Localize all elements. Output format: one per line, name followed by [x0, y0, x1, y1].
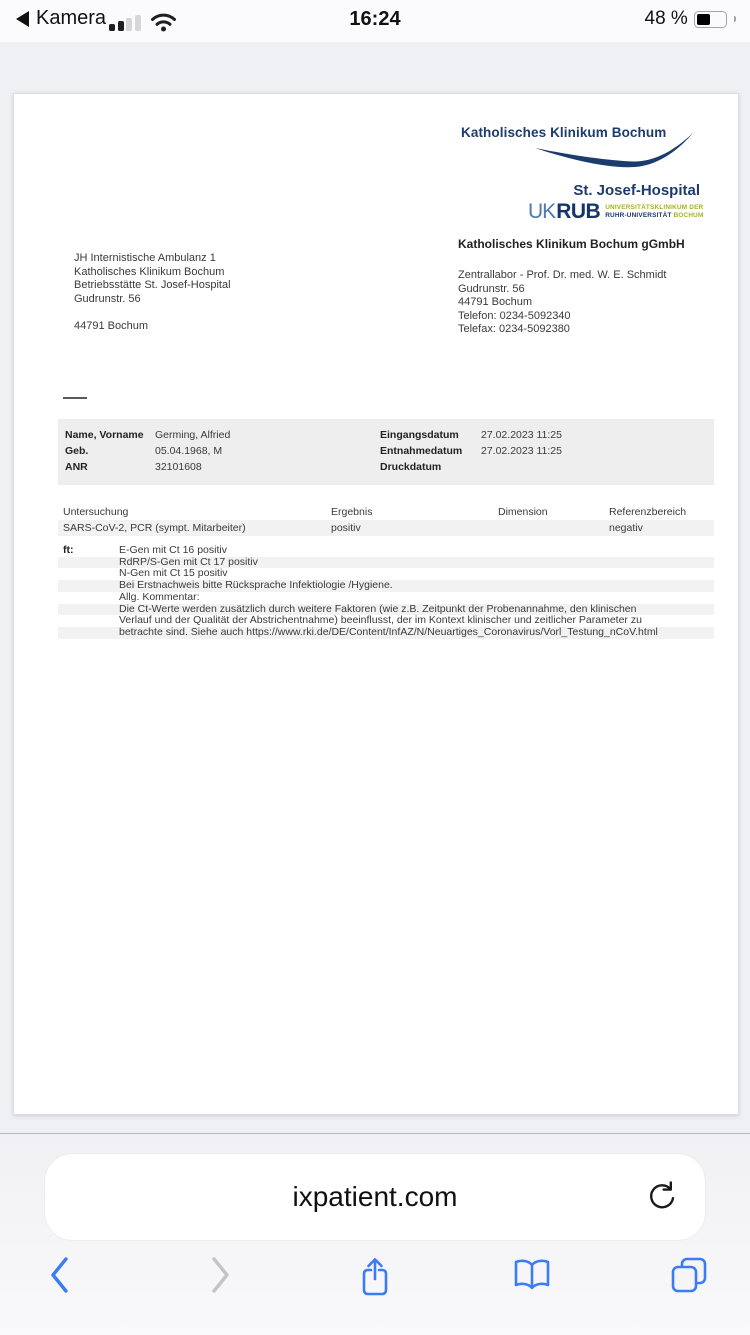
share-icon[interactable] [355, 1256, 395, 1298]
forward-icon[interactable] [209, 1256, 231, 1294]
sender-address-block [74, 252, 231, 333]
ukrub-rub-text: RUB [556, 200, 601, 223]
pdf-document-page[interactable] [13, 93, 739, 1115]
ukrub-uk-text: UK [528, 200, 556, 223]
patient-row [58, 459, 714, 475]
col-header-untersuchung: Untersuchung [63, 506, 129, 518]
ukrub-logo [528, 200, 704, 224]
bookmarks-icon[interactable] [512, 1256, 552, 1294]
clinic-logo-title: Katholisches Klinikum Bochum [461, 125, 667, 140]
patient-label: Druckdatum [380, 461, 442, 473]
comment-line: ft: E-Gen mit Ct 16 positiv [63, 544, 227, 556]
battery-nub [734, 16, 736, 22]
patient-label: Eingangsdatum [380, 429, 459, 441]
result-row [14, 520, 738, 536]
patient-label: Entnahmedatum [380, 445, 463, 457]
patient-row [58, 443, 714, 459]
battery-indicator [645, 8, 737, 30]
patient-label: Name, Vorname [65, 429, 144, 441]
lab-contact-line: Telefax: 0234-5092380 [458, 323, 570, 335]
url-text: ixpatient.com [292, 1181, 458, 1212]
lab-contact-line: Telefon: 0234-5092340 [458, 309, 571, 322]
comment-line: N-Gen mit Ct 15 positiv [119, 567, 228, 580]
sender-line: Betriebsstätte St. Josef-Hospital [74, 279, 231, 291]
uni-line2: RUHR-UNIVERSITÄT BOCHUM [605, 212, 704, 219]
comment-line: Verlauf und der Qualität der Abstrichentnahme) beeinflusst, der im Kontext klinischer und zeitlicher Parameter zu [119, 614, 642, 627]
status-time: 16:24 [349, 8, 401, 30]
tabs-icon[interactable] [670, 1256, 708, 1294]
status-bar [0, 0, 750, 42]
patient-label: Geb. [65, 445, 89, 457]
comment-line: Allg. Kommentar: [119, 590, 200, 603]
col-header-ergebnis: Ergebnis [331, 506, 373, 518]
reload-icon[interactable] [645, 1180, 679, 1214]
logo-swoosh-icon [535, 133, 695, 169]
sender-city: 44791 Bochum [74, 319, 148, 332]
patient-value: 32101608 [155, 461, 202, 473]
back-icon[interactable] [49, 1256, 71, 1294]
comment-line: Bei Erstnachweis bitte Rücksprache Infektiologie /Hygiene. [58, 580, 714, 592]
patient-row [58, 427, 714, 443]
lab-contact-block [458, 269, 666, 337]
col-header-referenzbereich: Referenzbereich [609, 506, 687, 518]
comment-label: ft: [63, 544, 74, 556]
lab-contact-line: Zentrallabor - Prof. Dr. med. W. E. Schmidt [458, 269, 667, 281]
sender-line: JH Internistische Ambulanz 1 [74, 252, 216, 264]
battery-percent: 48 % [644, 8, 688, 29]
comment-line: betrachte sind. Siehe auch https://www.rki.de/DE/Content/InfAZ/N/Neuartiges_Coronavirus/Vorl_Testung_nCoV.html [58, 627, 714, 639]
uni-line1: UNIVERSITÄTSKLINIKUM DER [605, 204, 704, 211]
comment-line: Die Ct-Werte werden zusätzlich durch weitere Faktoren (wie z.B. Zeitpunkt der Probenannahme, den klinischen [58, 604, 714, 616]
patient-value: 05.04.1968, M [155, 445, 223, 457]
col-header-dimension: Dimension [498, 506, 548, 518]
sender-line: Katholisches Klinikum Bochum [74, 265, 225, 278]
patient-value: 27.02.2023 11:25 [481, 445, 562, 457]
url-bar[interactable] [45, 1154, 705, 1240]
patient-value: 27.02.2023 11:25 [481, 429, 562, 441]
lab-contact-line: Gudrunstr. 56 [458, 282, 525, 295]
comment-line: RdRP/S-Gen mit Ct 17 positiv [58, 557, 714, 569]
patient-info-box [58, 419, 714, 485]
sender-line: Gudrunstr. 56 [74, 292, 141, 305]
results-header-row [14, 504, 738, 520]
lab-organization-name: Katholisches Klinikum Bochum gGmbH [458, 237, 685, 251]
lab-contact-line: 44791 Bochum [458, 296, 532, 308]
ukrub-university-lines [605, 204, 703, 220]
fold-mark-line [63, 397, 87, 399]
back-to-app-label: Kamera [36, 7, 107, 29]
patient-label: ANR [65, 461, 88, 473]
patient-value: Germing, Alfried [155, 429, 231, 441]
result-value: positiv [331, 522, 361, 534]
safari-bottom-chrome [0, 1133, 750, 1335]
result-reference: negativ [609, 522, 643, 534]
battery-icon [694, 11, 727, 28]
result-test-name: SARS-CoV-2, PCR (sympt. Mitarbeiter) [63, 522, 246, 534]
hospital-name: St. Josef-Hospital [573, 182, 700, 199]
